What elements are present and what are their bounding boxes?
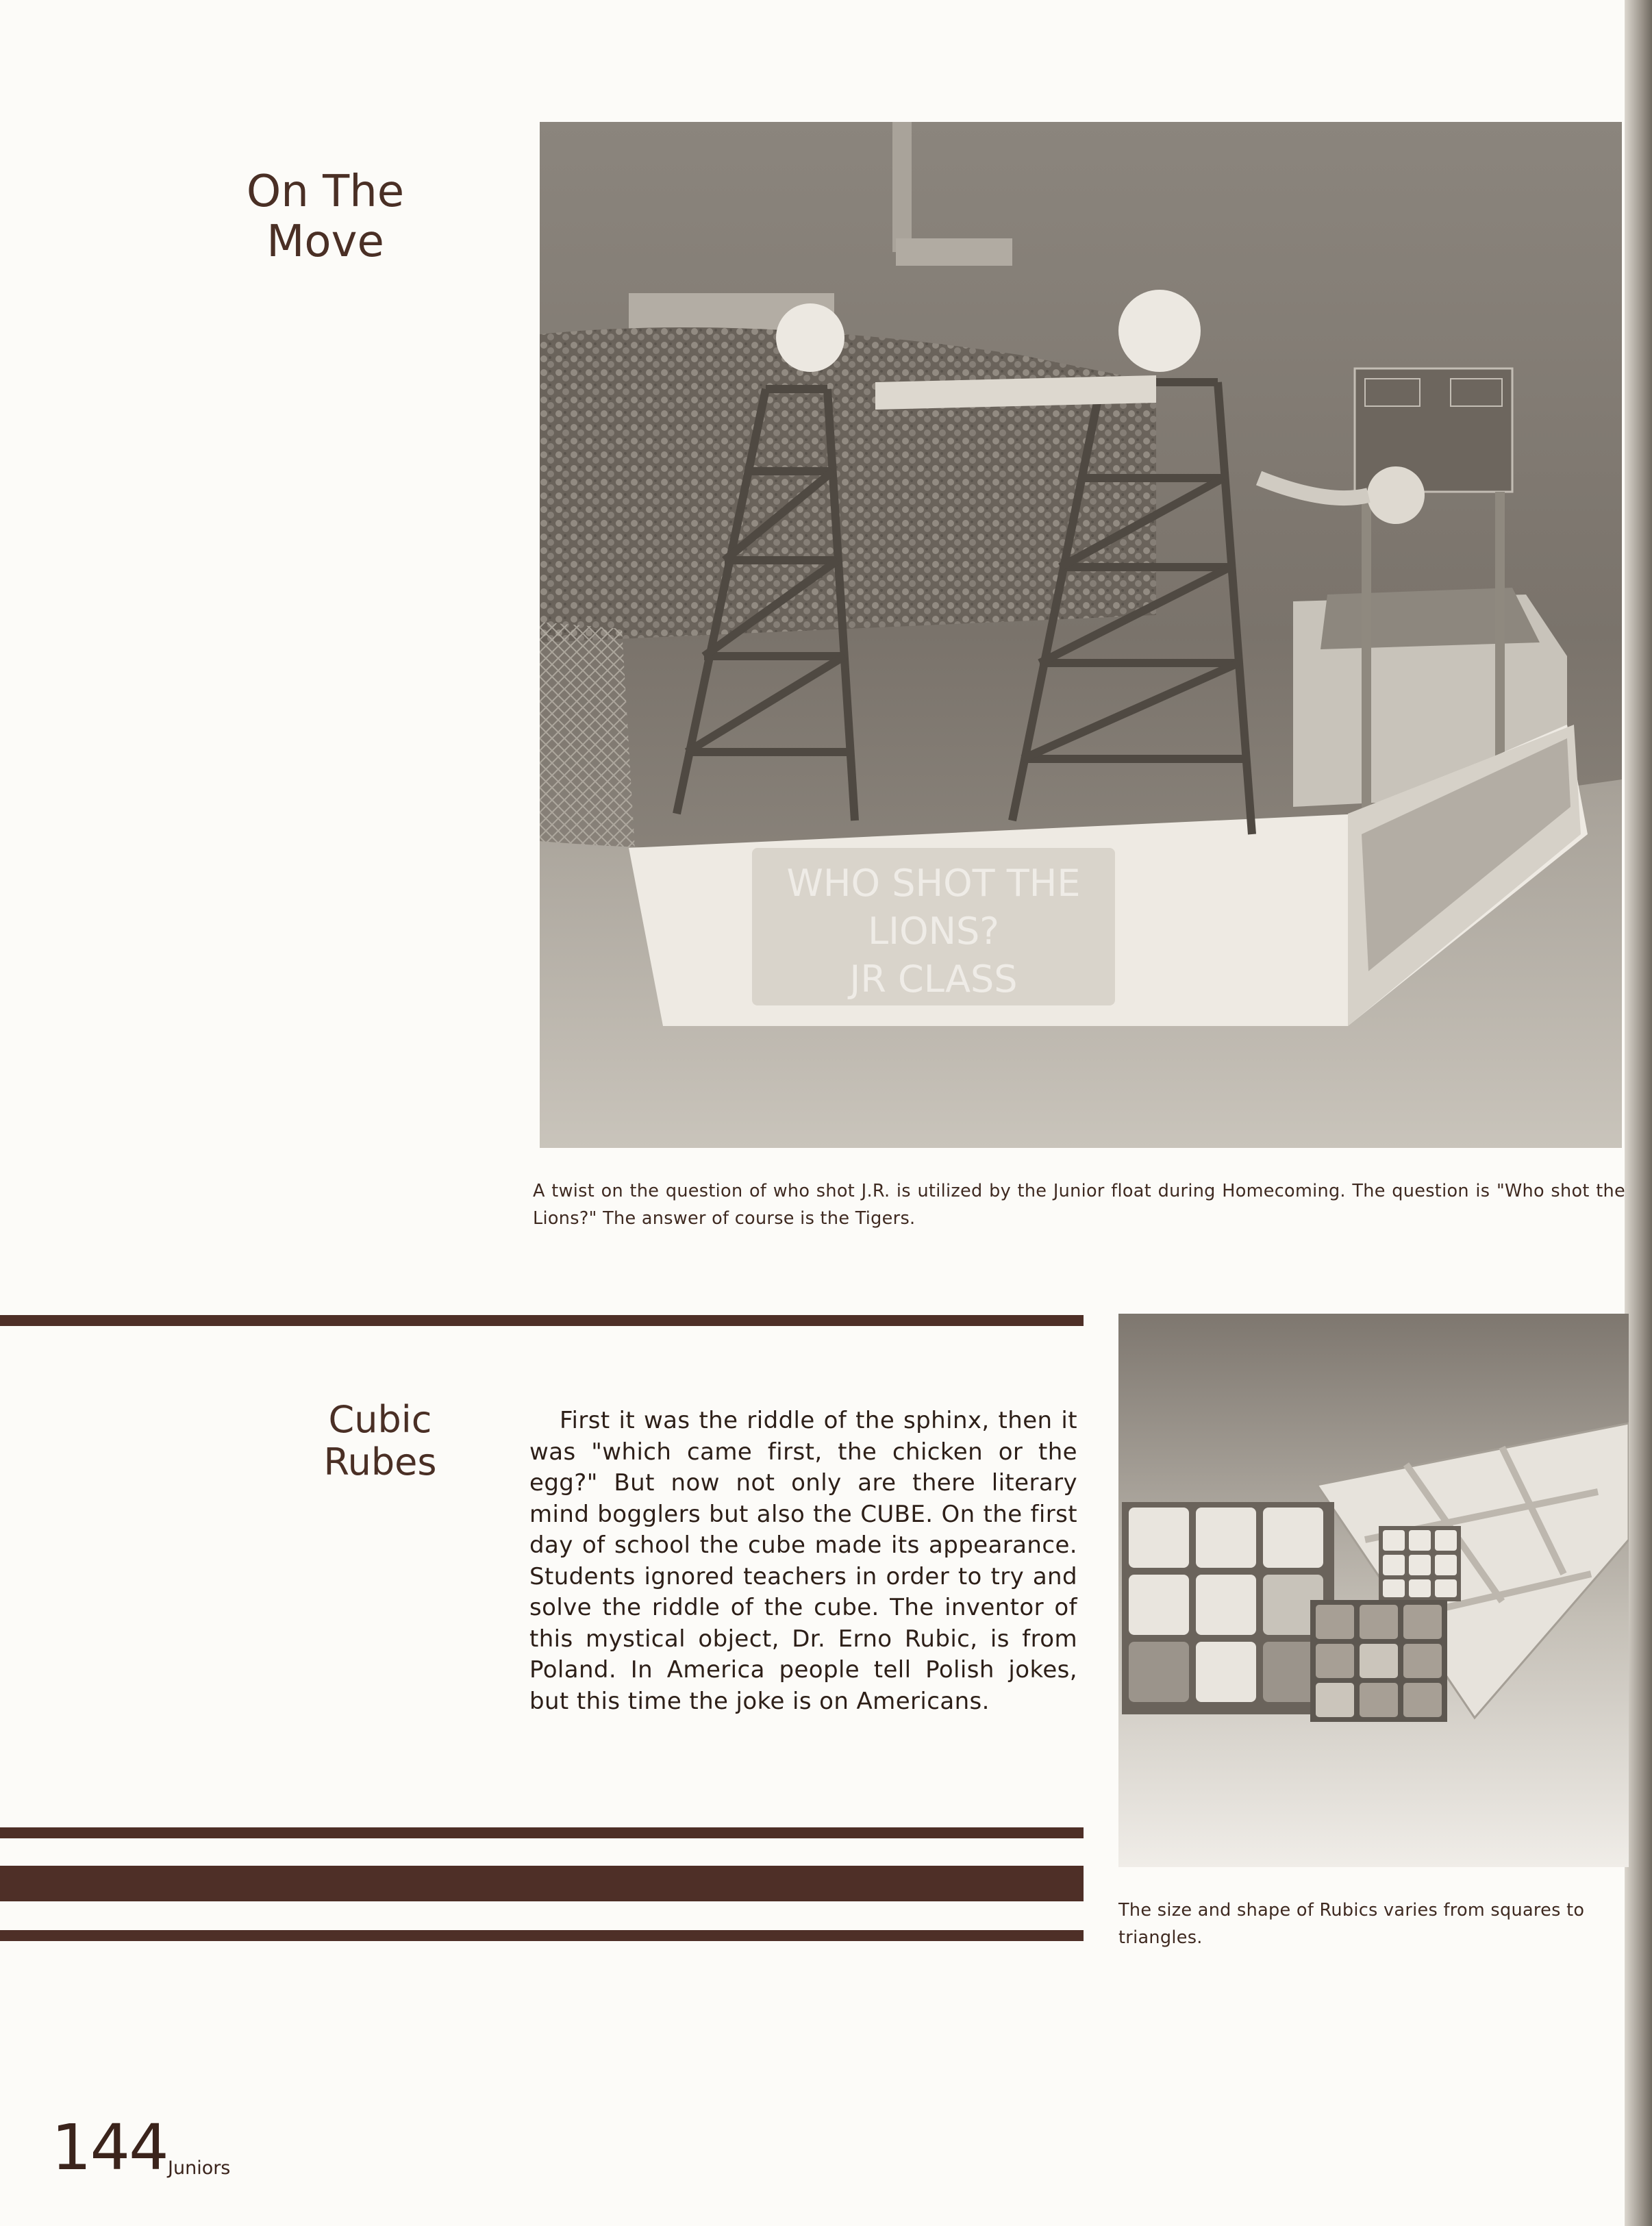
- float-sign-text: WHO SHOT THE: [786, 862, 1081, 905]
- divider-rule: [0, 1315, 1084, 1326]
- float-photo-caption: A twist on the question of who shot J.R. is utilized by the Junior float during Homecoming. The question is "Who shot the Lions?" The answer of course is the Tigers.: [533, 1181, 1625, 1229]
- story-title-line: Rubes: [323, 1440, 437, 1484]
- story-title-line: Cubic: [328, 1398, 432, 1441]
- story-title-line: On The: [246, 166, 405, 217]
- divider-rule-thick: [0, 1866, 1084, 1901]
- divider-rule: [0, 1827, 1084, 1838]
- section-label: Juniors: [168, 2158, 231, 2179]
- rubiks-cubes-photo: [1118, 1314, 1629, 1867]
- float-sign-text: JR CLASS: [849, 958, 1018, 1001]
- page-number: 144: [51, 2111, 168, 2184]
- page-edge-shadow: [1625, 0, 1652, 2226]
- story-body-text: First it was the riddle of the sphinx, then it was "which came first, the chicken or the egg?" But now not only are there literary mind bogglers but also the CUBE. On the first day of school the cube made its appearance. Students ignored teachers in order to try and solve the riddle of the cube. The inventor of this mystical object, Dr. Erno Rubic, is from Poland. In America people tell Polish jokes, but this time the joke is on Americans.: [529, 1407, 1077, 1715]
- story-title-cubic-rubes: [322, 1399, 438, 1484]
- cubes-photo-caption: The size and shape of Rubics varies from squares to triangles.: [1118, 1900, 1585, 1948]
- divider-rule: [0, 1930, 1084, 1941]
- float-sign-text: LIONS?: [868, 910, 999, 953]
- homecoming-float-photo: [540, 122, 1622, 1148]
- story-title-line: Move: [266, 216, 384, 267]
- story-title-on-the-move: [236, 167, 414, 267]
